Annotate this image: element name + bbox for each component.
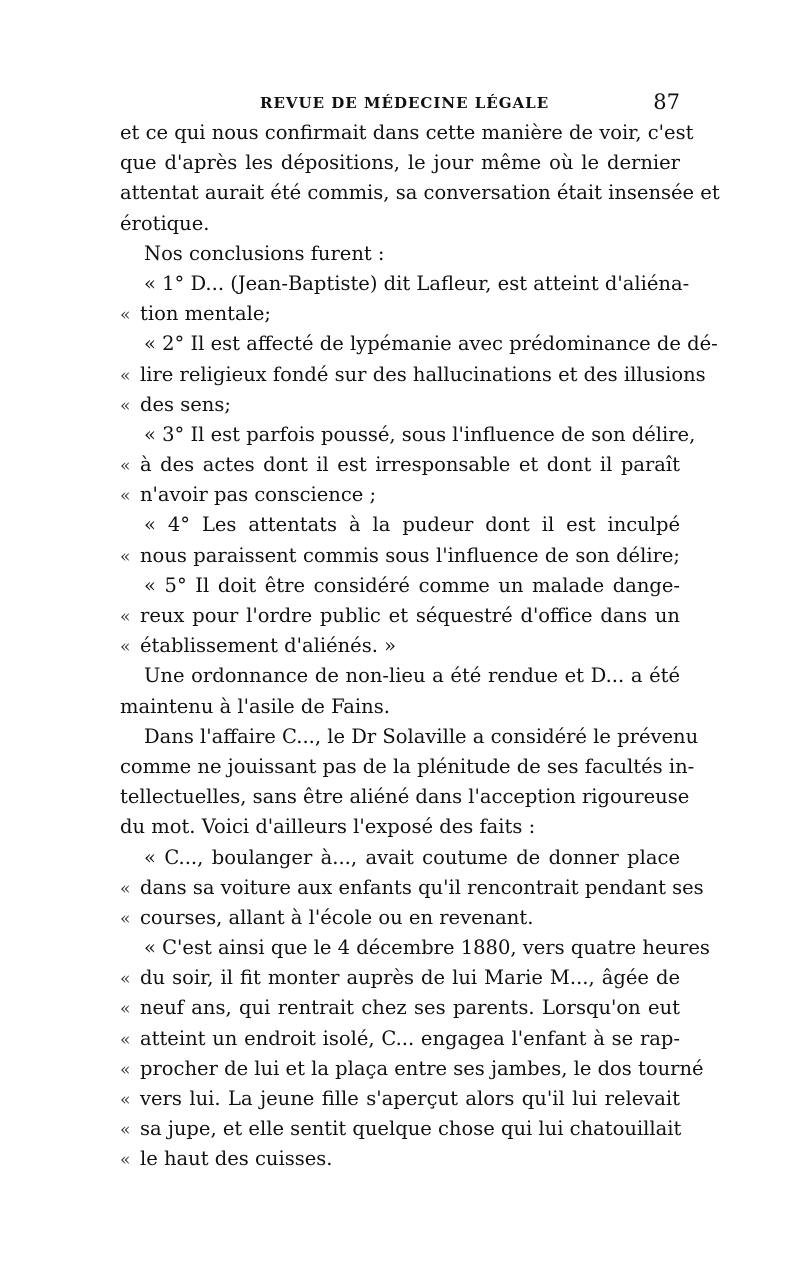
continuation-quote-mark: « [120,1090,131,1110]
text-line [120,695,680,725]
line-text: « 4° Les attentats à la pudeur dont il est inculpé [144,513,680,537]
continuation-quote-mark: « [120,486,131,507]
line-text: « 3° Il est parfois poussé, sous l'influence de son délire, [144,422,696,446]
line-text: érotique. [120,211,210,235]
line-text: vers lui. La jeune fille s'aperçut alors qu'il lui relevait [140,1087,680,1110]
text-line [120,422,696,453]
line-text: « C'est ainsi que le 4 décembre 1880, vers quatre heures [144,936,710,960]
text-line [120,121,694,151]
text-line [120,996,680,1026]
line-text: maintenu à l'asile de Fains. [120,694,390,718]
body-text [120,121,720,1178]
text-line [120,362,706,393]
text-line [120,1087,680,1117]
line-text: Dans l'affaire C..., le Dr Solaville a considéré le prévenu [144,724,699,748]
line-text: tion mentale; [140,302,271,326]
line-text: dans sa voiture aux enfants qu'il rencontrait pendant ses [140,875,704,899]
continuation-quote-mark: « [120,305,131,326]
text-line [120,1027,680,1057]
line-text: procher de lui et la plaça entre ses jambes, le dos tourné [140,1056,704,1080]
page-number: 87 [653,90,680,114]
text-line [120,966,680,996]
text-line [120,544,680,574]
text-line [120,574,680,604]
line-text: reux pour l'ordre public et séquestré d'office dans un [140,604,680,627]
text-line [120,453,680,483]
text-line [120,724,699,755]
text-line [120,1117,680,1147]
running-title: REVUE DE MÉDECINE LÉGALE [260,94,550,112]
line-text: attentat aurait été commis, sa conversation était insensée et [120,181,720,205]
line-text: courses, allant à l'école ou en revenant. [140,905,534,929]
text-line [120,393,680,423]
continuation-quote-mark: « [120,1029,131,1050]
line-text: tellectuelles, sans être aliéné dans l'acception rigoureuse [120,785,690,809]
text-line [120,785,690,815]
text-line [120,332,718,362]
line-text: du soir, il fit monter auprès de lui Marie M..., âgée de [140,966,680,990]
line-text: n'avoir pas conscience ; [140,483,377,507]
text-line [120,1056,704,1087]
line-text: Nos conclusions furent : [144,241,385,265]
line-text: atteint un endroit isolé, C... engagea l'enfant à se rap- [140,1026,680,1050]
line-text: « C..., boulanger à..., avait coutume de donner place [144,845,680,869]
text-line [120,604,680,634]
continuation-quote-mark: « [120,395,131,416]
page-header [120,90,680,120]
continuation-quote-mark: « [120,999,131,1020]
continuation-quote-mark: « [120,1150,131,1171]
line-text: neuf ans, qui rentrait chez ses parents. Lorsqu'on eut [140,996,680,1020]
text-line [120,483,680,513]
continuation-quote-mark: « [120,637,131,658]
line-text: nous paraissent commis sous l'influence de son délire; [140,543,680,567]
line-text: « 1° D... (Jean-Baptiste) dit Lafleur, est atteint d'aliéna- [144,271,690,295]
text-line [120,936,710,966]
text-line [120,302,680,332]
line-text: établissement d'aliénés. » [140,634,397,658]
line-text: à des actes dont il est irresponsable et dont il paraît [140,453,680,477]
line-text: que d'après les dépositions, le jour même où le dernier [120,151,680,175]
text-line [120,634,680,664]
line-text: comme ne jouissant pas de la plénitude de ses facultés in- [120,754,695,778]
line-text: « 5° Il doit être considéré comme un malade dange- [144,573,680,597]
text-line [120,212,680,242]
line-text: du mot. Voici d'ailleurs l'exposé des faits : [120,815,536,839]
text-line [120,1147,680,1177]
line-text: « 2° Il est affecté de lypémanie avec prédominance de dé- [144,332,718,356]
line-text: sa jupe, et elle sentit quelque chose qui lui chatouillait [140,1117,682,1141]
continuation-quote-mark: « [120,546,131,567]
text-line [120,513,680,543]
line-text: le haut des cuisses. [140,1147,333,1171]
text-line [120,815,680,845]
text-line [120,846,680,876]
text-line [120,271,690,302]
line-text: Une ordonnance de non-lieu a été rendue et D... a été [144,664,680,688]
continuation-quote-mark: « [120,1120,131,1141]
text-line [120,754,695,785]
continuation-quote-mark: « [120,607,131,627]
continuation-quote-mark: « [120,969,131,990]
line-text: des sens; [140,392,231,416]
text-line [120,151,680,181]
continuation-quote-mark: « [120,365,131,386]
line-text: et ce qui nous confirmait dans cette manière de voir, c'est [120,121,694,144]
line-text: lire religieux fondé sur des hallucinations et des illusions [140,362,706,386]
text-line [120,664,680,694]
continuation-quote-mark: « [120,1059,131,1080]
text-line [120,906,680,936]
text-line [120,242,680,272]
continuation-quote-mark: « [120,456,131,477]
continuation-quote-mark: « [120,878,131,899]
text-line [120,181,720,211]
text-line [120,875,704,906]
continuation-quote-mark: « [120,908,131,929]
